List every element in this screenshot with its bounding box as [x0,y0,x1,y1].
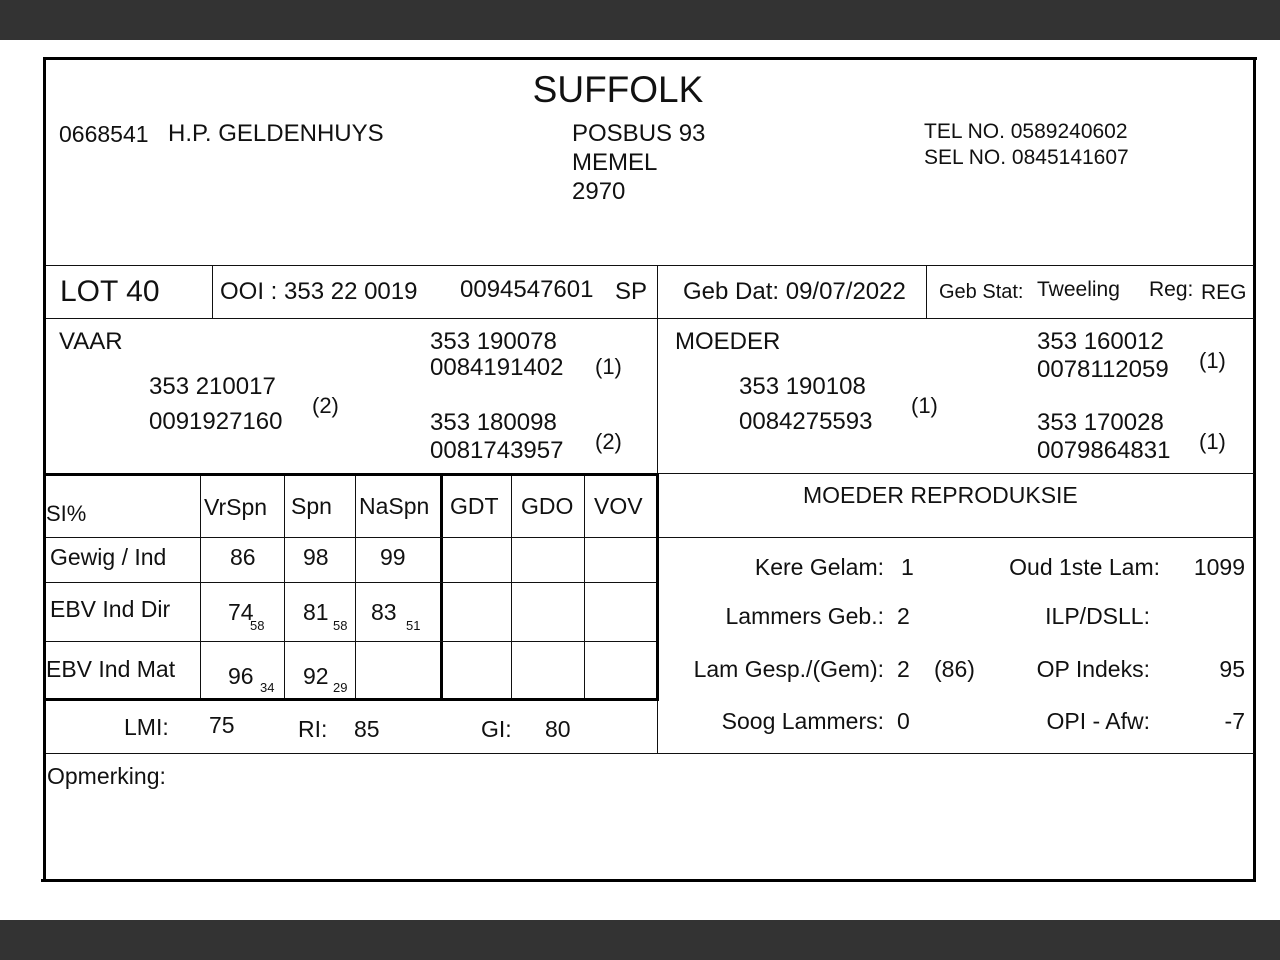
dam-sire-mark: (1) [1199,348,1226,373]
birth-date: Geb Dat: 09/07/2022 [683,278,906,305]
opi-value: -7 [1224,708,1245,734]
table-cell: 92 [303,663,329,689]
gesp-value: 2 [897,656,910,682]
divider [46,265,1254,266]
lmi-value: 75 [209,712,235,738]
divider [200,476,201,698]
soog-value: 0 [897,708,910,734]
ewe-number: OOI : 353 22 0019 [220,278,418,305]
breed-title: SUFFOLK [532,69,704,110]
divider [657,318,658,473]
opi-label: OPI - Afw: [1046,708,1150,734]
frame-top [43,57,1257,60]
sire-sire-id: 0084191402 [430,354,564,381]
birth-status-label: Geb Stat: [939,281,1024,303]
sire-label: VAAR [59,328,123,355]
birth-status-value: Tweeling [1037,278,1120,301]
table-cell: 83 [371,599,397,625]
divider [46,753,1254,754]
top-bar [0,0,1280,40]
table-cell: 81 [303,599,329,625]
sire-number: 353 210017 [149,373,276,400]
table-cell: 99 [380,544,406,570]
bottom-bar [0,920,1280,960]
si-table-top [44,473,659,476]
col-header: NaSpn [359,493,430,519]
address-line-2: MEMEL [572,149,658,176]
lot-number: LOT 40 [60,275,160,308]
dam-dam-number: 353 170028 [1037,409,1164,436]
breeder-name: H.P. GELDENHUYS [168,120,384,147]
kere-value: 1 [901,554,914,580]
sire-sire-number: 353 190078 [430,328,557,355]
sire-dam-mark: (2) [595,429,622,454]
table-cell-sub: 58 [333,618,348,633]
reg-label: Reg: [1149,278,1194,301]
frame-right [1253,57,1256,882]
ri-label: RI: [298,716,328,742]
si-corner: SI% [46,501,87,526]
divider [46,641,656,642]
sire-mark: (2) [312,393,339,418]
col-header: Spn [291,493,332,519]
si-table-right [656,473,659,701]
soog-label: Soog Lammers: [721,708,884,734]
divider [926,265,927,318]
divider [657,701,658,753]
si-table-bottom [44,698,659,701]
si-table-split [440,473,443,701]
divider [284,476,285,698]
col-header: GDO [521,493,574,519]
oud-value: 1099 [1193,554,1245,580]
col-header: GDT [450,493,499,519]
dam-dam-id: 0079864831 [1037,437,1171,464]
table-cell: 86 [230,544,256,570]
divider [584,476,585,698]
dam-label: MOEDER [675,328,781,355]
row-label: Gewig / Ind [50,544,167,570]
dam-sire-number: 353 160012 [1037,328,1164,355]
frame-bottom [41,879,1254,882]
table-cell-sub: 34 [260,680,275,695]
table-cell: 98 [303,544,329,570]
sire-dam-id: 0081743957 [430,437,564,464]
address-line-1: POSBUS 93 [572,120,706,147]
row-label: EBV Ind Mat [46,656,176,682]
divider [659,537,1254,538]
reproduction-title: MOEDER REPRODUKSIE [803,482,1078,508]
lammers-label: Lammers Geb.: [725,603,884,629]
gi-label: GI: [481,716,512,742]
ri-value: 85 [354,716,380,742]
lammers-value: 2 [897,603,910,629]
divider [511,476,512,698]
dam-mark: (1) [911,393,938,418]
divider [46,537,656,538]
ewe-id: 0094547601 [460,276,594,303]
lmi-label: LMI: [124,714,169,740]
op-label: OP Indeks: [1036,656,1150,682]
sire-sire-mark: (1) [595,354,622,379]
tel-number: TEL NO. 0589240602 [924,120,1128,143]
sire-dam-number: 353 180098 [430,409,557,436]
op-value: 95 [1219,656,1245,682]
breeder-number: 0668541 [59,121,149,147]
frame-left [43,57,46,882]
divider [46,582,656,583]
dam-number: 353 190108 [739,373,866,400]
sp-code: SP [615,278,648,305]
divider [46,318,1254,319]
sire-id: 0091927160 [149,408,283,435]
dam-dam-mark: (1) [1199,429,1226,454]
sel-number: SEL NO. 0845141607 [924,146,1129,169]
kere-label: Kere Gelam: [754,554,884,580]
dam-sire-id: 0078112059 [1037,356,1169,383]
gesp-label: Lam Gesp./(Gem): [693,656,884,682]
dam-id: 0084275593 [739,408,873,435]
oud-label: Oud 1ste Lam: [1009,554,1160,580]
table-cell-sub: 58 [250,618,265,633]
col-header: VOV [594,493,643,519]
table-cell: 96 [228,663,254,689]
table-cell-sub: 29 [333,680,348,695]
col-header: VrSpn [204,494,268,520]
table-cell-sub: 51 [406,618,421,633]
divider [212,265,213,318]
remarks-label: Opmerking: [47,763,166,789]
address-line-3: 2970 [572,178,626,205]
gesp-gem: (86) [934,656,975,682]
table-cell: 74 [228,599,254,625]
row-label: EBV Ind Dir [50,596,171,622]
divider [355,476,356,698]
gi-value: 80 [545,716,571,742]
divider [657,265,658,318]
reg-value: REG [1201,281,1247,304]
ilp-label: ILP/DSLL: [1045,603,1150,629]
